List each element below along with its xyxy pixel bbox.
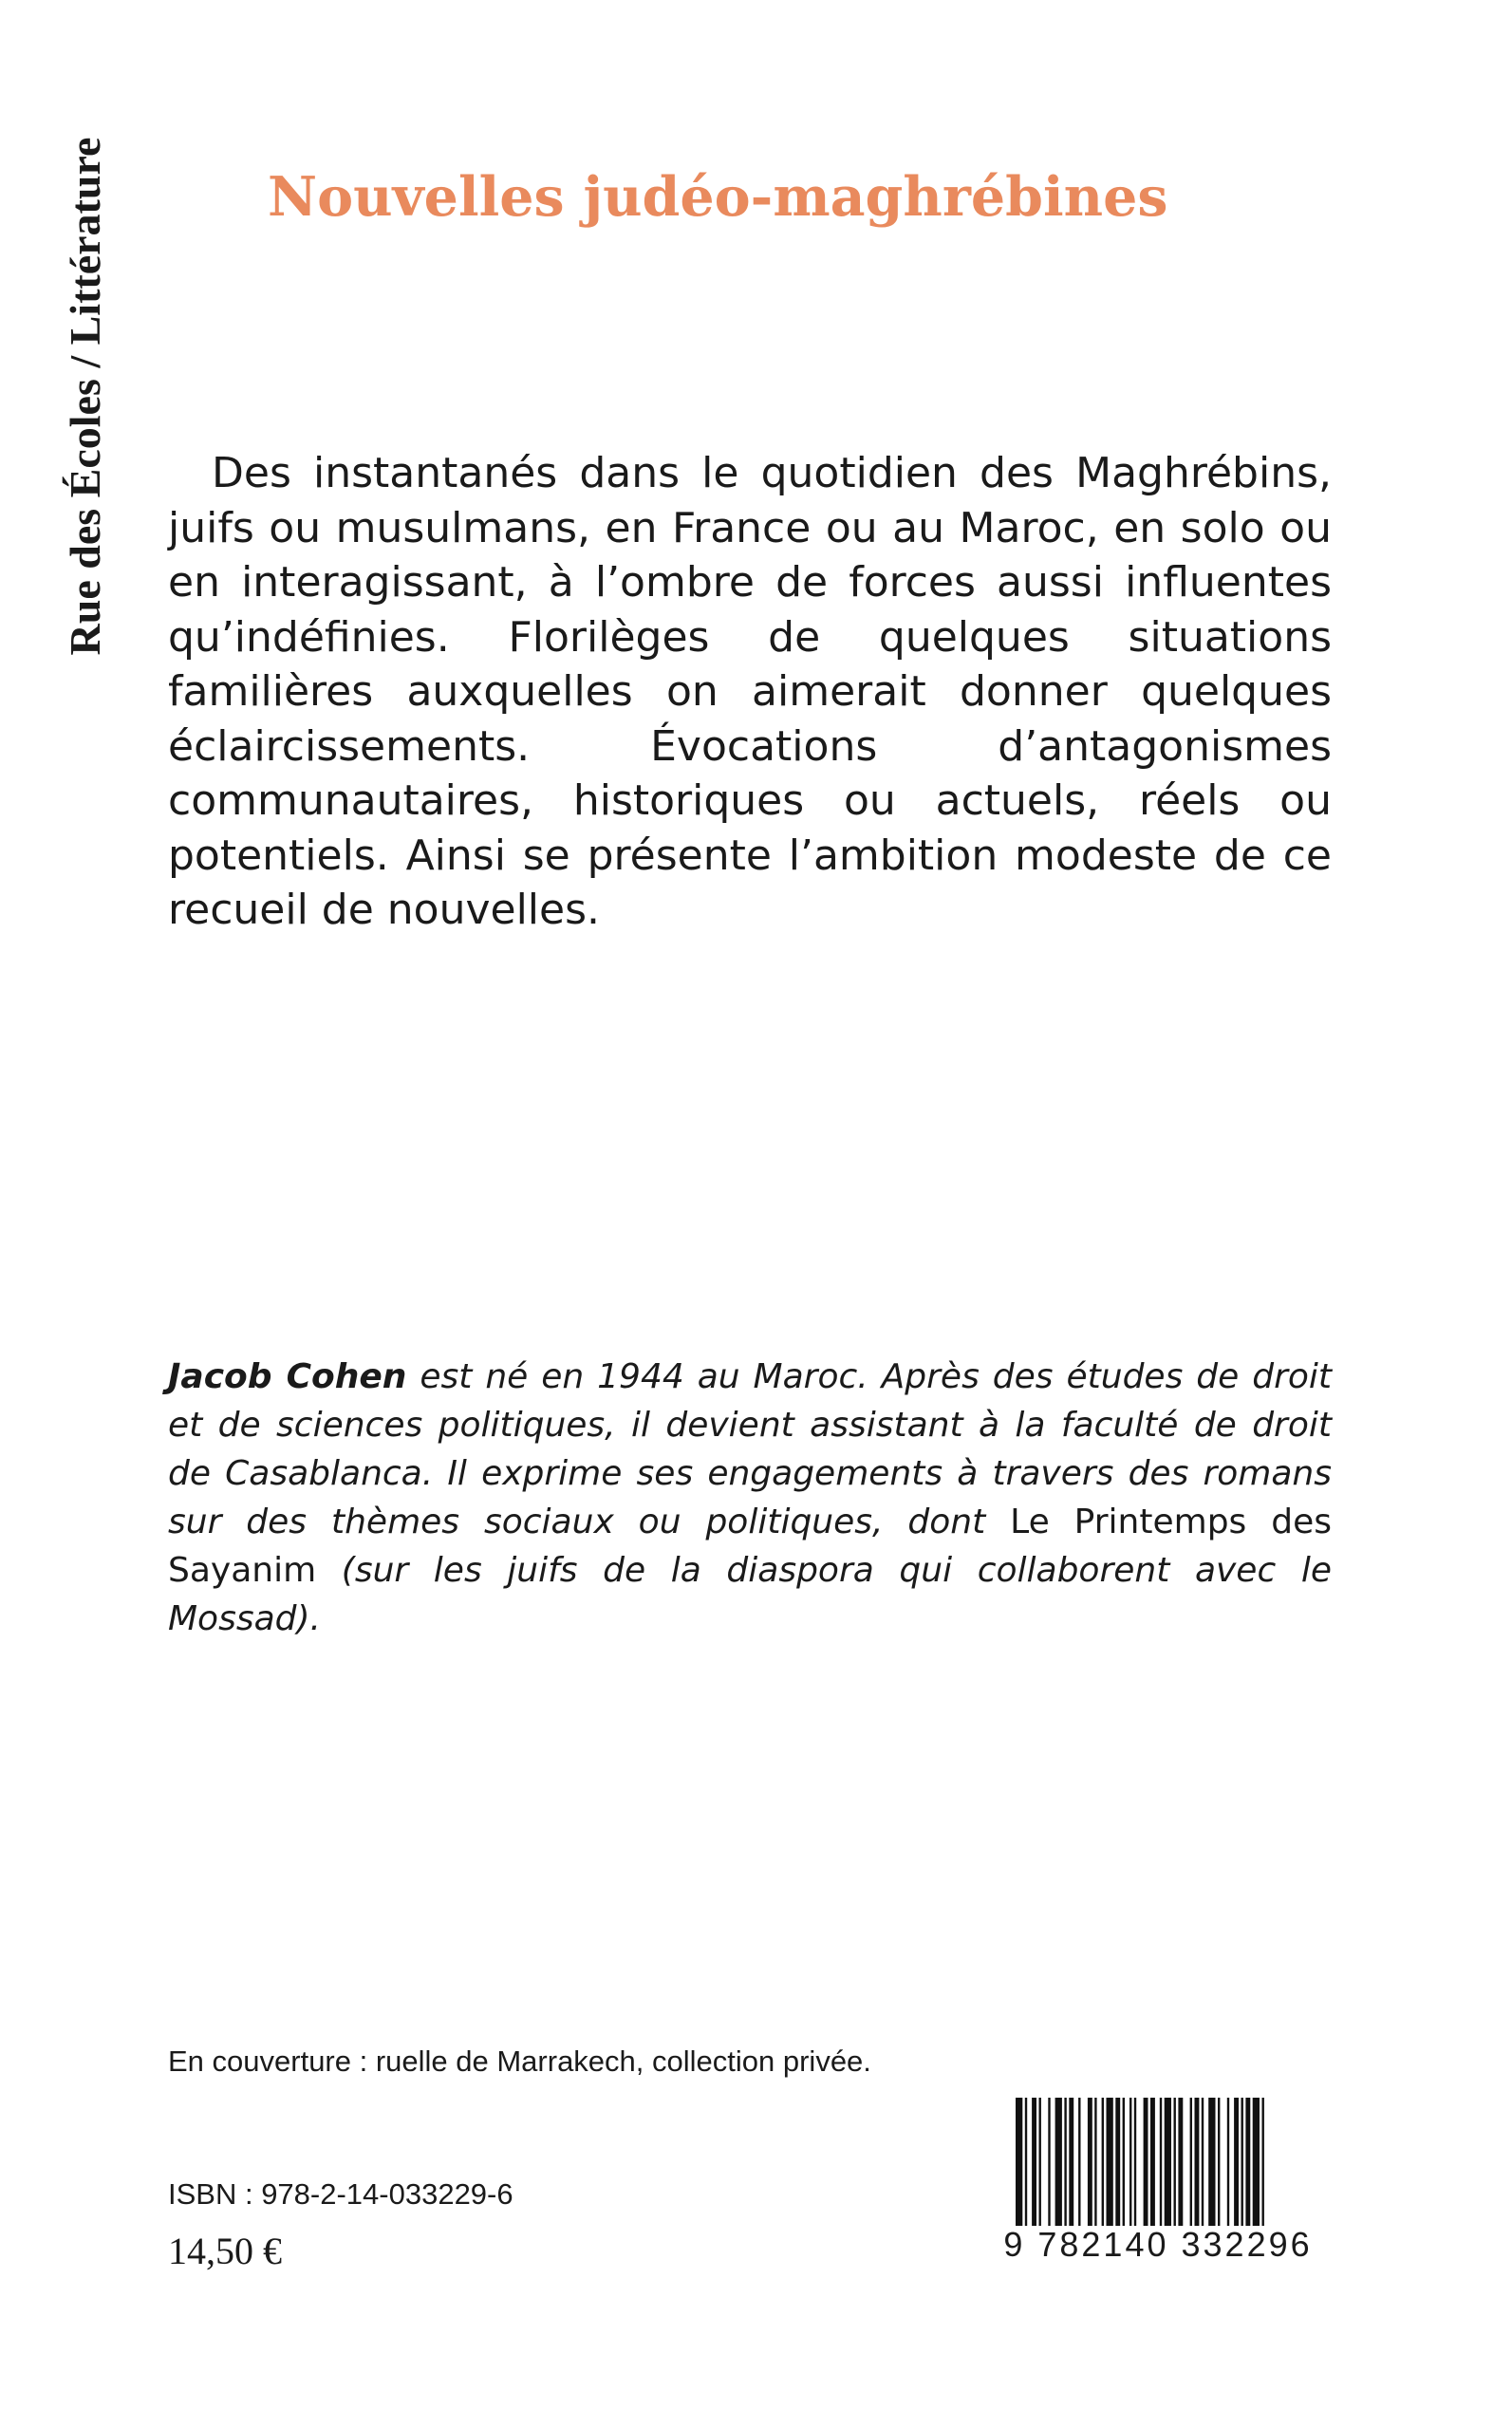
cover-credit: En couverture : ruelle de Marrakech, collection privée. <box>168 2045 871 2078</box>
price: 14,50 € <box>168 2230 282 2272</box>
author-name: Jacob Cohen <box>168 1357 407 1396</box>
author-book-title: Le Printemps des Sayanim <box>168 1503 1332 1590</box>
book-title: Nouvelles judéo-maghrébines <box>268 165 1168 229</box>
book-blurb: Des instantanés dans le quotidien des Maghrébins, juifs ou musulmans, en France ou au Maroc, en solo ou en interagissant, à l’ombre de forces aussi influentes qu’indéfinies. Florilèges de quelques situations familières auxquelles on aimerait donner quelques éclaircissements. Évocations d’antagonismes communautaires, historiques ou actuels, réels ou potentiels. Ainsi se présente l’ambition modeste de ce recueil de nouvelles. <box>168 449 1332 934</box>
barcode-digits: 9 782140 332296 <box>1003 2225 1313 2264</box>
author-bio-text-end: (sur les juifs de la diaspora qui collaborent avec le Mossad). <box>168 1551 1332 1638</box>
isbn-number: ISBN : 978-2-14-033229-6 <box>168 2177 513 2211</box>
author-bio <box>168 1353 1332 1643</box>
spine-label <box>49 109 121 683</box>
collection-name: Rue des Écoles / Littérature <box>61 137 109 656</box>
author-bio-text: est né en 1944 au Maroc. Après des études de droit et de sciences politiques, il devient assistant à la faculté de droit de Casablanca. Il exprime ses engagements à travers des romans sur des thèmes sociaux ou politiques, dont <box>168 1357 1333 1541</box>
